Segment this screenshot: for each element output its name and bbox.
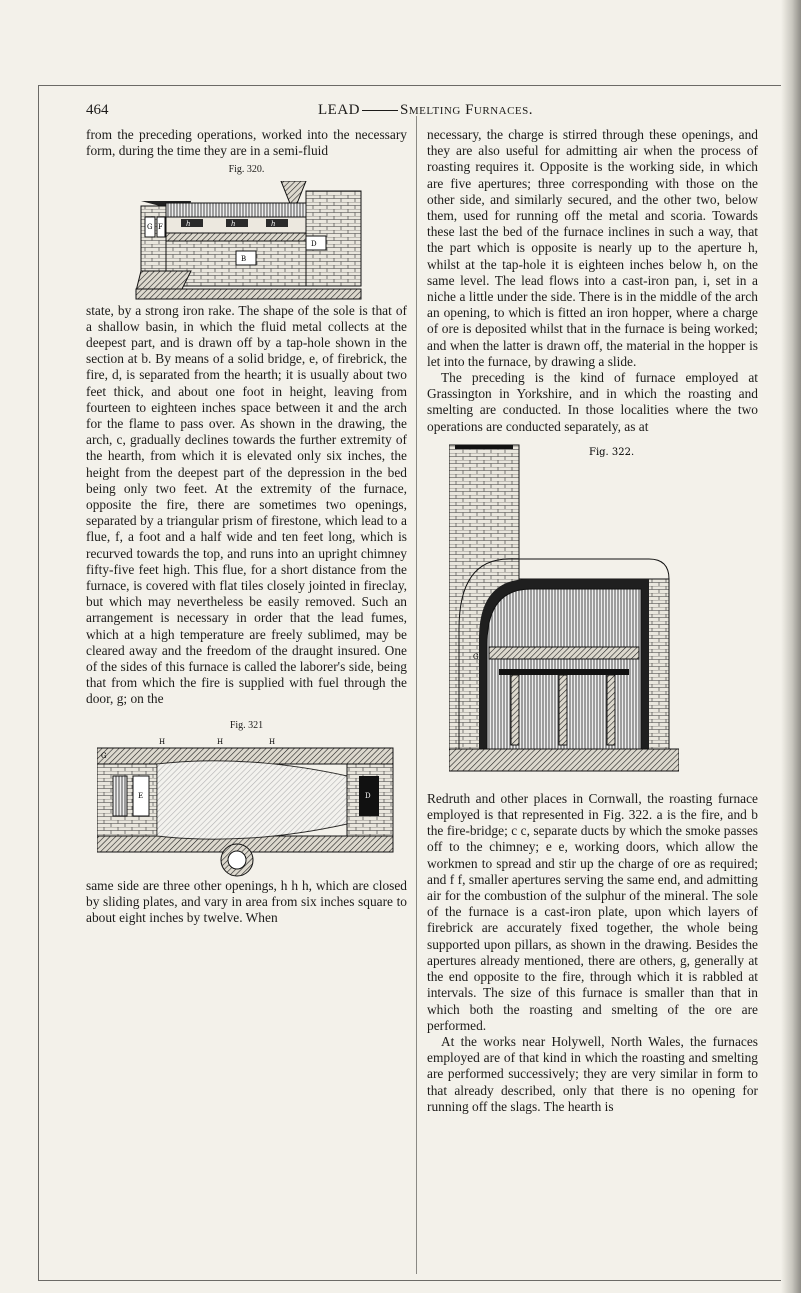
right-paragraph-2: The preceding is the kind of furnace employed at Grassington in Yorkshire, and in which the roasting and smelting are conducted. In those localities where the two operations are conducted separately, as at — [427, 370, 758, 434]
svg-text:h: h — [270, 219, 276, 228]
page-header — [86, 102, 766, 124]
right-column — [427, 127, 758, 1115]
svg-text:B: B — [240, 254, 246, 263]
right-paragraph-4: At the works near Holywell, North Wales, the furnaces employed are of that kind in which the roasting and smelting are performed successively; they are very similar in form to that already described, only that there is no opening for running off the slags. The hearth is — [427, 1033, 758, 1114]
svg-text:F: F — [157, 222, 163, 231]
column-divider — [416, 116, 417, 1274]
page-number: 464 — [86, 102, 109, 118]
fig-322-roasting-furnace — [449, 439, 679, 779]
running-head-title: LEAD — [318, 102, 360, 118]
left-paragraph-3: same side are three other openings, h h h, which are closed by sliding plates, and vary in area from six inches square to about eight inches by twelve. When — [86, 877, 407, 926]
svg-text:h: h — [185, 219, 191, 228]
svg-text:D: D — [364, 791, 371, 800]
left-paragraph-2: state, by a strong iron rake. The shape of the sole is that of a shallow basin, in which the fluid metal collects at the deepest part, and is drawn off by a tap-hole shown in the section at b. By means of a solid bridge, e, of firebrick, the fire, d, is separated from the hearth; it is usually about two feet thick, and about one foot in height, leaving from fourteen to eighteen inches space between it and the arch for the flame to pass over. As shown in the drawing, the arch, c, gradually declines towards the further extremity of the hearth, from which it is elevated only six inches, the height from the deepest part of the depression in the bed being only two feet. At the extremity of the furnace, opposite the fire, there are sometimes two openings, separated by a triangular prism of firestone, which lead to a flue, f, a foot and a half wide and ten feet long, which is recurved towards the top, and runs into an upright chimney fifty-five feet high. This flue, for a short distance from the furnace, is covered with flat tiles closely jointed in fireclay, but which may nevertheless be easily removed. Such an arrangement is necessary in order that the lead fumes, which at a high temperature are freely sublimed, may be cleared away and the freedom of the draught insured. One of the sides of this furnace is called the laborer's side, being that from which the fire is supplied with fuel through the door, g; on the — [86, 302, 407, 707]
svg-text:H: H — [268, 737, 275, 746]
svg-text:G: G — [473, 652, 479, 661]
running-head — [318, 102, 533, 119]
running-head-subtitle: Smelting Furnaces. — [400, 102, 534, 118]
svg-text:h: h — [230, 219, 236, 228]
svg-text:D: D — [310, 239, 317, 248]
svg-text:G: G — [146, 222, 153, 231]
svg-text:H: H — [158, 737, 165, 746]
top-rule — [38, 85, 786, 86]
fig-320-caption: Fig. 320. — [228, 164, 265, 176]
left-column — [86, 127, 407, 927]
page-edge-shadow — [781, 0, 801, 1293]
svg-text:G: G — [100, 751, 107, 760]
left-paragraph-1: from the preceding operations, worked into the necessary form, during the time they are in a semi-fluid — [86, 127, 407, 159]
fig-320-furnace-section — [131, 181, 363, 303]
svg-text:E: E — [137, 791, 143, 800]
right-paragraph-3: Redruth and other places in Cornwall, the roasting furnace employed is that represented in Fig. 322. a is the fire, and b the fire-bridge; c c, separate ducts by which the smoke passes off to the chimney; e e, working doors, which allow the workmen to spread and stir up the charge of ore as required; and f f, smaller apertures serving the same end, and admitting air for the combustion of the sulphur of the mineral. The sole of the furnace is a cast-iron plate, upon which layers of firebrick are accurately fixed together, the whole being supported upon pillars, as shown in the drawing. Besides the apertures already mentioned, there are others, g, generally at the end opposite to the fire, through which it is rabbled at intervals. The size of this furnace is smaller than that in which both the roasting and smelting of the ore are performed. — [427, 790, 758, 1033]
fig-322-caption: Fig. 322. — [589, 446, 635, 458]
fig-321-caption: Fig. 321 — [229, 719, 264, 731]
right-paragraph-1: necessary, the charge is stirred through these openings, and they are also useful for admitting air when the process of roasting requires it. Opposite is the working side, in which are five apertures; three corresponding with those on the other side, and similarly secured, and the other two, below them, used for running off the metal and scoria. Towards these last the bed of the furnace inclines in such a way, that the part which is opposite is nearly up to the aperture h, whilst at the tap-hole it is eighteen inches below h, on the same level. The lead flows into a cast-iron pan, i, set in a niche a little under the side. There is in the middle of the arch an opening, to which is fitted an iron hopper, where a charge of ore is deposited whilst that in the furnace is being worked; and when the latter is drawn off, the material in the hopper is let into the furnace, by drawing a slide. — [427, 127, 758, 369]
svg-text:H: H — [216, 737, 223, 746]
fig-321-furnace-plan — [97, 736, 397, 878]
fig-322-container — [427, 439, 758, 787]
